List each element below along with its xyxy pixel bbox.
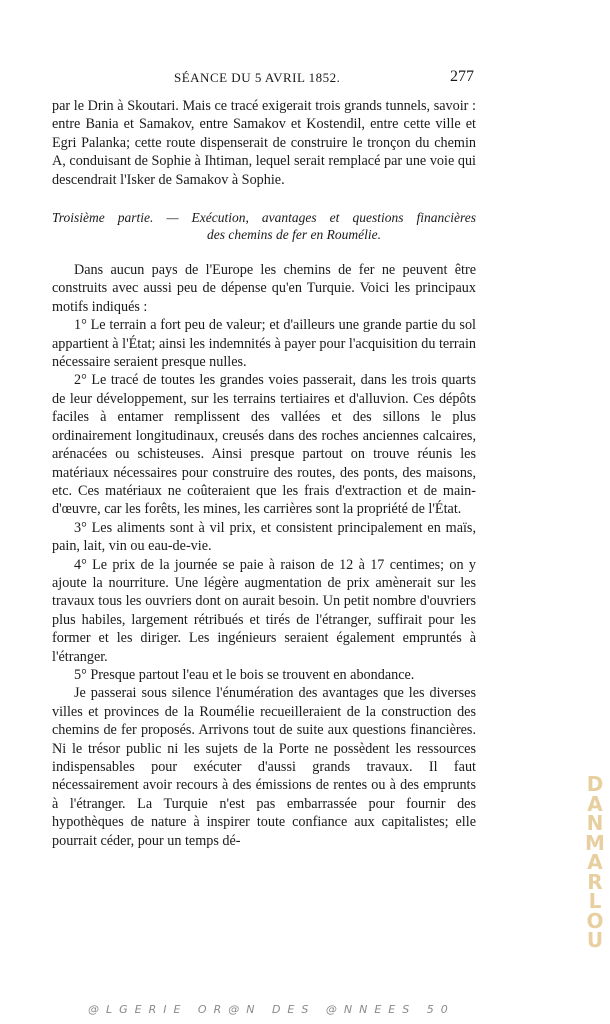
- paragraph-continuation: par le Drin à Skoutari. Mais ce tracé exigerait trois grands tunnels, savoir : entre Bania et Samakov, entre Samakov et Kostendil, entre cette ville et Egri Palanka; cette route dispenserait de construire le tronçon du chemin A, conduisant de Sophie à Ihtiman, lequel serait remplacé par une voie qui descendrait l'Isker de Samakov à Sophie.: [52, 98, 476, 188]
- paragraph-point-1: 1° Le terrain a fort peu de valeur; et d'ailleurs une grande partie du sol appartient à l'État; ainsi les indemnités à payer pour l'acquisition du terrain nécessaire seraient presque nulles.: [52, 317, 476, 371]
- section-title-line-2: des chemins de fer en Roumélie.: [207, 227, 381, 243]
- paragraph-intro: Dans aucun pays de l'Europe les chemins de fer ne peuvent être construits avec aussi peu de dépense qu'en Turquie. Voici les principaux motifs indiqués :: [52, 262, 476, 315]
- paragraph-point-2: 2° Le tracé de toutes les grandes voies passerait, dans les trois quarts de leur développement, sur les terrains tertiaires et d'alluvion. Ces dépôts faciles à entamer remplissent des vallées et des sillons le plus ordinairement longitudinaux, creusés dans des roches anciennes calcaires, arénacées ou schisteuses. Ainsi presque partout on trouve réunis les matériaux nécessaires pour construire des routes, des ponts, des maisons, etc. Ces matériaux ne coûteraient que les frais d'extraction et de main-d'œuvre, car les forêts, les mines, les carrières sont la propriété de l'État.: [52, 372, 476, 518]
- paragraph-point-4: 4° Le prix de la journée se paie à raison de 12 à 17 centimes; on y ajoute la nourriture. Une légère augmentation de prix amènerait sur les travaux tous les ouvriers dont on aurait besoin. Un petit nombre d'ouvriers plus habiles, largement rétribués et tirés de l'étranger, suffirait pour les former et les diriger. Les ingénieurs seraient également empruntés à l'étranger.: [52, 556, 476, 665]
- body-text: [52, 97, 476, 850]
- running-head: SÉANCE DU 5 AVRIL 1852.: [174, 70, 341, 85]
- watermark-bottom: @LGERIE OR@N DES @NNEES 50: [88, 1003, 455, 1016]
- paragraph-finance: Je passerai sous silence l'énumération des avantages que les diverses villes et provinces de la Roumélie recueilleraient de la construction des chemins de fer proposés. Arrivons tout de suite aux questions financières. Ni le trésor public ni les sujets de la Porte ne possèdent les ressources indispensables pour exécuter d'aussi grands travaux. Il faut nécessairement avoir recours à des émissions de rentes ou à des emprunts à l'étranger. La Turquie n'est pas embarrassée pour fournir des hypothèques de nature à inspirer toute confiance aux capitalistes; elle pourrait céder, pour un temps dé-: [52, 685, 476, 849]
- watermark-vertical: DANMARLOU: [585, 772, 605, 952]
- paragraph-point-3: 3° Les aliments sont à vil prix, et consistent principalement en maïs, pain, lait, vin ou eau-de-vie.: [52, 519, 476, 555]
- page-header: [52, 70, 476, 90]
- section-title: [52, 209, 476, 243]
- section-title-line-1: Troisième partie. — Exécution, avantages et questions financières: [52, 210, 476, 226]
- paragraph-point-5: 5° Presque partout l'eau et le bois se trouvent en abondance.: [74, 666, 415, 683]
- page-number: 277: [450, 68, 474, 85]
